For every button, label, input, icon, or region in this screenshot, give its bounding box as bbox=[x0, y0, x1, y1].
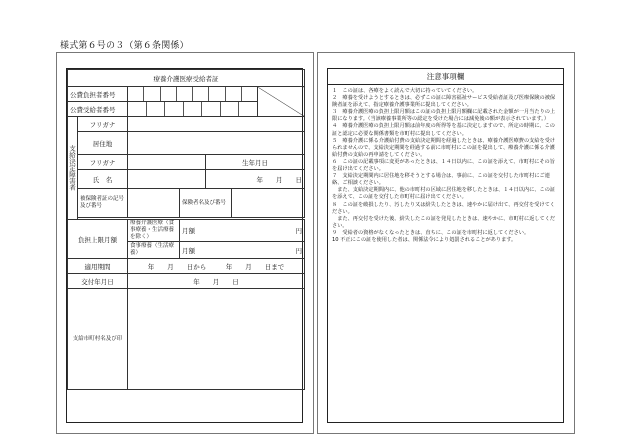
applicant-group-label: 支給決定障害者 bbox=[68, 117, 78, 220]
limit-label: 負担上限月額 bbox=[68, 220, 128, 259]
diagonal-blank bbox=[258, 87, 305, 117]
period-label: 適用期間 bbox=[68, 259, 128, 274]
limit-row2-label: 食事療養（生活療養） bbox=[128, 242, 180, 259]
municipality-field[interactable] bbox=[128, 289, 305, 390]
limit-row1-field[interactable] bbox=[180, 220, 305, 242]
certificate-table bbox=[67, 69, 305, 390]
limit-row2-field[interactable] bbox=[180, 242, 305, 259]
certificate-page bbox=[56, 52, 314, 434]
yen-1: 円 bbox=[295, 227, 302, 235]
period-value: 年 月 日から 年 月 日まで bbox=[128, 259, 305, 274]
payer-number-field[interactable] bbox=[128, 87, 258, 102]
recipient-number-field[interactable] bbox=[128, 102, 258, 117]
payer-number-label: 公費負担者番号 bbox=[68, 87, 128, 102]
address-field[interactable] bbox=[128, 132, 305, 155]
furigana2-field[interactable] bbox=[128, 155, 206, 170]
certificate-form bbox=[66, 68, 303, 423]
form-number: 様式第６号の３（第６条関係） bbox=[60, 41, 189, 51]
yen-2: 円 bbox=[295, 246, 302, 255]
name-field[interactable] bbox=[128, 170, 206, 189]
monthly-label-2: 月額 bbox=[182, 246, 195, 255]
notes-page bbox=[317, 52, 575, 434]
name-label: 氏 名 bbox=[78, 170, 128, 189]
limit-row1-label: 療養介護医療（食事療養・生活療養を除く） bbox=[128, 220, 180, 242]
certificate-title: 療養介護医療受給者証 bbox=[68, 70, 305, 87]
furigana-label: フリガナ bbox=[78, 117, 128, 132]
municipality-label: 支給市町村名及び印 bbox=[68, 289, 128, 390]
dob-value: 年 月 日 bbox=[206, 170, 305, 189]
insured-label: 被保険者証の記号及び番号 bbox=[78, 189, 128, 218]
notes-panel bbox=[327, 68, 564, 423]
furigana2-label: フリガナ bbox=[78, 155, 128, 170]
notes-title: 注意事項欄 bbox=[328, 69, 563, 85]
insured-field[interactable] bbox=[128, 189, 180, 218]
recipient-number-label: 公費受給者番号 bbox=[68, 102, 128, 117]
monthly-label-1: 月額 bbox=[182, 227, 195, 235]
dob-label: 生年月日 bbox=[206, 155, 305, 170]
notes-body: １ この証は、各療をよく読んで大切に持っていてください。 ２ 療養を受けようとするときは、必ずこの証に障害福祉サービス受給者証及び医療保険の被保険者証を添えて、指定療養介護事業所に提出してください。 ３ 療養介護医療の負担上限月額はこの証の負担上限月額欄に記載された金額が一月当たりの上限になります。（当該療養事業所等の認定を受けた場合には減免後の額が表示されています。） ４ 療養介護医療の負担上限月額は前年度の所得等を基に決定しますので、所定の時期に、この証と認定に必要な関係書類を市町村に提出してください。 ５ 療養介護に係る介護給付費の支給決定期間を経過したときは、療養介護医療費の支給を受けられませんので、支給決定期間を経過する前に市町村にこの証を提出して、療養介護に係る介護給付費の支給の再申請をしてください。 ６ この証の記載事項に変更があったときは、１４日以内に、この証を添えて、市町村にその旨を届け出てください。 ７ 支給決定期間内に居住地を移そうとする場合は、事前に、この証を交付した市町村にご連絡、ご相談ください。 また、支給決定期間内に、他の市町村の区域に居住地を移したときは、１４日以内に、この証を添えて、この証を交付した市町村に届け出てください。 ８ この証を破損したり、汚したり又は紛失したときは、速やかに届け出て、再交付を受けてください。 また、再交付を受けた後、紛失したこの証を発見したときは、速やかに、市町村に返してください。 ９ 受給者の資格がなくなったときは、直ちに、この証を市町村に返してください。 10 不正にこの証を使用した者は、関係法令により処罰されることがあります。 bbox=[332, 88, 556, 243]
furigana-field[interactable] bbox=[128, 117, 305, 132]
address-label: 居住地 bbox=[78, 132, 128, 155]
issued-label: 交付年月日 bbox=[68, 274, 128, 289]
insurer-label: 保険者名及び番号 bbox=[180, 189, 232, 218]
issued-value: 年 月 日 bbox=[128, 274, 305, 289]
insurer-field[interactable] bbox=[232, 189, 305, 218]
